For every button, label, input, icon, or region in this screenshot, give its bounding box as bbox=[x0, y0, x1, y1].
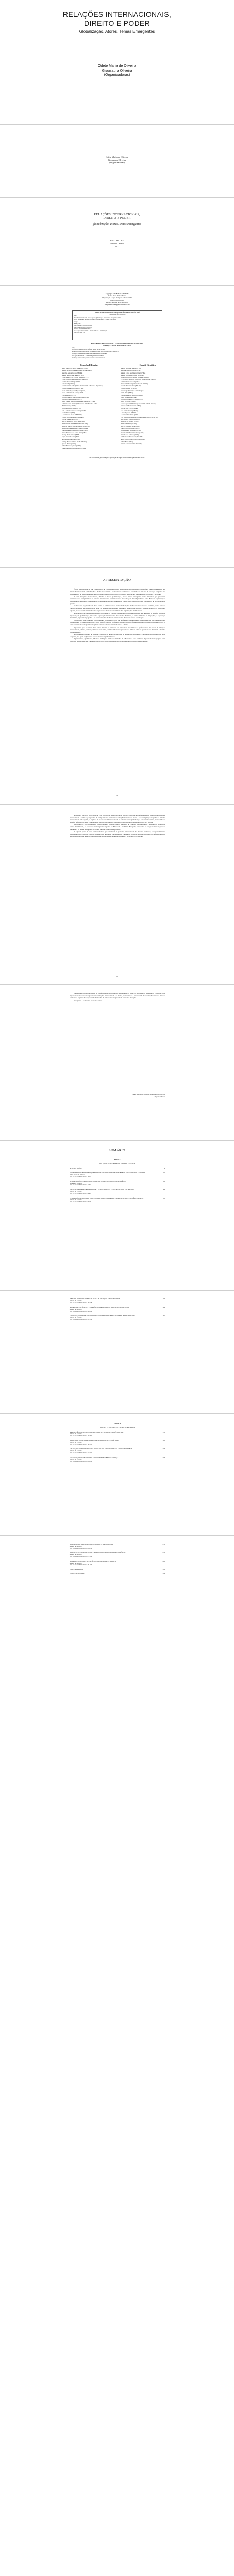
council-member: Renato Francisco dos Santos Paula (UFG) bbox=[62, 432, 87, 434]
toc-entry-row bbox=[70, 1298, 165, 1300]
council-member: Élsio José Corá (UFFS) bbox=[62, 394, 76, 396]
toc-entry[interactable] bbox=[70, 1448, 165, 1454]
council-member: Maria Jose Gomes (UFBA) bbox=[121, 423, 137, 425]
council-member: Carlos Federico Dominguez Avila (Unieuro) bbox=[62, 379, 88, 381]
paragraph: Na sequência, são apresentados estudos sobre a política externa brasileira no contexto sul-americano, a atuação do Brasil nos fóruns multilaterais, os processos de integração regional no Mercosul e na União Europeia, bem como as relações entre as grandes potências e os países emergentes na ordem internacional contemporânea. bbox=[70, 823, 165, 831]
council-member: Ivandro de Oliveira Garcia (UFRJ) bbox=[121, 405, 141, 408]
cover-title-line: DIREITO E PODER bbox=[84, 19, 150, 27]
toc-entry-doi[interactable]: DOI: 10.24824/978652510000.0.63-84 bbox=[70, 1193, 91, 1195]
toc-entry-row bbox=[70, 1561, 165, 1563]
credits-lines bbox=[72, 293, 162, 306]
credit-line: Diagramação: Designers da Editora CRV bbox=[104, 303, 130, 306]
toc-entry[interactable] bbox=[70, 1544, 165, 1549]
toc-entry-title: O BRASIL E OS FÓRUNS MULTILATERAIS: ATUAÇÃO E PERSPECTIVAS bbox=[70, 1298, 120, 1300]
cip-line: Maria de Oliveira, Grousaura Oliveira (organizadoras) – Curitiba : CRV, 2022. bbox=[74, 319, 116, 321]
toc-entry-doi[interactable]: DOI: 10.24824/978652510000.0.85-106 bbox=[70, 1201, 91, 1204]
council-member: Antônio Pereira Gaio Júnior (UFRRJ) bbox=[62, 374, 84, 376]
council-member: Fábio Periandro de A. Hirsch (UFBA) bbox=[121, 394, 143, 396]
council-member: Vinicius Gomes Casalino (PUC-SP) bbox=[121, 443, 142, 445]
toc-list bbox=[70, 1298, 165, 1324]
council-member: Carmen Tereza Velanga (UNIR) bbox=[62, 381, 80, 383]
credit-line: Arte de Capa: Pixabay bbox=[110, 299, 125, 301]
toc-entry[interactable] bbox=[70, 1307, 165, 1312]
council-member: Sydione Santos (UEPG) bbox=[62, 443, 76, 445]
toc-entry-authors: Autores do capítulo bbox=[70, 1553, 82, 1556]
toc-entry-title: NOVAS TECNOLOGIAS, RELAÇÕES INTERNACIONAIS E DIREITO bbox=[70, 1560, 116, 1562]
toc-entry-title: INTEGRAÇÃO REGIONAL E PODER: UM ESTUDO COMPARADO ENTRE MERCOSUL E UNIÃO EUROPEIA bbox=[70, 1197, 144, 1199]
toc-entry-authors: Autores do capítulo bbox=[70, 1190, 82, 1193]
council-member: Guillermo Arias Beatón (Universidade de La Havana – Cuba) bbox=[62, 403, 98, 405]
toc-entry-page: 41 bbox=[163, 1180, 165, 1182]
legal-line: Tel.: (41) 3039-6418 – E-mail: sac@editoracrv.com.br bbox=[72, 354, 104, 357]
credit-line: Revisão: Analista de Escrita e Artes bbox=[106, 301, 128, 303]
council-member: Ezilda Melo (UFBA) bbox=[121, 392, 133, 394]
toc-entry[interactable] bbox=[70, 1198, 165, 1204]
toc-entry-title: SOBRE OS AUTORES bbox=[70, 1572, 85, 1575]
toc-page-4 bbox=[0, 1536, 234, 1665]
organizers-label: (Organizadoras) bbox=[109, 161, 125, 164]
toc-entry[interactable] bbox=[70, 1432, 165, 1437]
toc-entry[interactable] bbox=[70, 1440, 165, 1446]
toc-entry-row bbox=[70, 1315, 165, 1317]
cip-line: Bibliografia bbox=[74, 323, 81, 325]
toc-entry-authors: Odete Maria de Oliveira bbox=[70, 1174, 85, 1176]
toc-entry-authors: Autores do capítulo bbox=[70, 1458, 82, 1461]
toc-page-3 bbox=[0, 1414, 234, 1535]
cip-line: DOI 10.24824/978652510000.0 bbox=[74, 328, 92, 330]
scientific-committee-title: Comitê Científico: bbox=[139, 364, 157, 366]
page-number: 9 bbox=[116, 794, 118, 796]
council-member: Eduardo Manuel Val (UFF) bbox=[121, 387, 137, 389]
toc-entry[interactable] bbox=[70, 1569, 165, 1571]
peer-review-note: Este livro passou por avaliação e aprovação às cegas de dois ou mais pareceristas ad hoc. bbox=[89, 456, 145, 459]
toc-part-label: PARTE II bbox=[114, 1422, 121, 1425]
council-member: Lucas Gualberto Faria (UFRJ) bbox=[121, 414, 139, 416]
toc-entry-title: O COMÉRCIO INTERNACIONAL E A ORGANIZAÇÃO MUNDIAL DO COMÉRCIO bbox=[70, 1551, 126, 1554]
council-member: Rodrigo Pratte-Santos (UFES) bbox=[62, 434, 80, 436]
legal-line: 2022 bbox=[72, 347, 75, 349]
council-member: Sergio Tibiriçá Amaral (Toledo Prudente) bbox=[121, 438, 145, 440]
title-page-subtitle: globalização, atores, temas emergentes bbox=[92, 223, 142, 226]
organizer-name: Grousaura Oliveira bbox=[108, 158, 126, 161]
council-member: Gislane Aparecida Monteiro (Universidade Federal do Pará) bbox=[121, 403, 156, 405]
council-member: Sandra Morais Brito Costa (PUC-RS) bbox=[121, 436, 143, 438]
toc-entry-row bbox=[70, 1307, 165, 1309]
credit-line: Editor-chefe: Railson Moura bbox=[108, 295, 126, 297]
title-page bbox=[0, 198, 234, 285]
toc-entry-doi[interactable]: DOI: 10.24824/978652510000.0.107-128 bbox=[70, 1302, 92, 1304]
council-member: Jailson Alves dos Santos (UFRJ) bbox=[62, 408, 81, 410]
toc-entry-row bbox=[70, 1573, 165, 1575]
toc-entry-authors: Autores do capítulo bbox=[70, 1441, 82, 1444]
toc-entry-doi[interactable]: DOI: 10.24824/978652510000.0.253-270 bbox=[70, 1547, 92, 1549]
toc-page-2 bbox=[0, 1291, 234, 1413]
council-member: Aldira Guimarães Duarte Domínguez (UNB) bbox=[62, 368, 88, 369]
paragraph: Agradecemos, igualmente, à Editora CRV pelo cuidadoso trabalho de editoração e pela confiança depositada neste projeto, bem como aos pareceristas que, com suas observações, contribuíram para o aprimoramento dos textos aqui reunidos. bbox=[70, 638, 165, 643]
council-member: Bernardo Gonçalves Alfredo Fernandes (UFMG) bbox=[121, 377, 149, 379]
toc-entry-title: A POLÍTICA EXTERNA BRASILEIRA E A AMÉRICA DO SUL: CONTINUIDADES E RUPTURAS bbox=[70, 1189, 135, 1191]
paragraph: A obra Relações Internacionais, Direito e Poder: globalização, atores, temas emergentes reúne trabalhos que procuram compreender a complexidade do cenário internacional contemporâneo, marcado pela interdependência entre Estados, organizações internacionais, empresas transnacionais, organizações não governamentais e indivíduos, bem como pela emergência de novas agendas globais. bbox=[70, 595, 165, 605]
cip-subtitle: CATALOGAÇÃO NA FONTE bbox=[109, 313, 126, 315]
toc-entry-row bbox=[70, 1440, 165, 1442]
council-member: Tadeu Oliver Gonçalves (UFPA) bbox=[62, 445, 81, 447]
council-member: Cristiane Vieira Jaccoud (UFRJ) bbox=[121, 381, 140, 383]
council-member: Gloria Fariñas León (Universidade de La Havana – Cuba) bbox=[62, 401, 95, 403]
toc-part-title: RELAÇÕES DE PODER ENTRE ATORES E CENÁRIOS bbox=[99, 1162, 135, 1165]
toc-entry-row bbox=[70, 1544, 165, 1546]
credit-line: Diagramação e Capa: Designers da Editora CRV bbox=[102, 297, 132, 299]
council-member: Simone Rodrigues Pinto (UNB) bbox=[62, 438, 80, 440]
toc-entry-page: 85 bbox=[163, 1197, 165, 1199]
toc-entry-authors: Autores do capítulo bbox=[70, 1545, 82, 1547]
publisher-block bbox=[0, 239, 234, 248]
cip-line: CDU 327 CDD 327 bbox=[74, 332, 85, 334]
toc-entry-page: 107 bbox=[162, 1298, 165, 1300]
toc-entry-row bbox=[70, 1552, 165, 1554]
toc-entry-row bbox=[70, 1432, 165, 1434]
paragraph: A segunda parte, denominada Direito, Globalização e Temas Emergentes, concentra trabalhos que discutem os desafios jurídicos impostos pela globalização, tais como a proteção internacional dos direitos humanos, o meio ambiente, as migrações, a segurança cibernética, a governança global e as transformações do direito internacional diante das novas tecnologias. bbox=[70, 612, 165, 619]
paragraph: A segunda parte da obra reúne trabalhos que examinam a proteção internacional dos direitos humanos, a responsabilidade internacional dos Estados, o direito internacional ambiental e as mudanças climáticas, as migrações internacionais e o refúgio, além de temas relacionados à segurança internacional, ao terrorismo, à cibersegurança e à governança da internet. bbox=[70, 831, 165, 838]
council-member: Ricardo Tadeu Estanislau Prado (UFBA) bbox=[121, 432, 144, 434]
toc-entry-page: 15 bbox=[163, 1172, 165, 1174]
cip-line: ISBN Físico 978-65-251-0000-0 bbox=[74, 326, 92, 328]
cover-organizers bbox=[0, 64, 234, 78]
council-member: Elione Maria Nogueira Diogenes (UFAL) bbox=[62, 389, 86, 392]
legal-line: Proibida a reprodução parcial ou total desta obra sem autorização da Editora CRV bbox=[72, 351, 120, 353]
toc-entry-page: 213 bbox=[162, 1448, 165, 1450]
council-member: Erica Gorga (Fundação Getúlio Vargas) bbox=[121, 389, 144, 392]
toc-entry[interactable] bbox=[70, 1315, 165, 1321]
council-member: Adriana Rodrigues Suarez (UFSM) bbox=[121, 368, 141, 369]
council-member: Francisco Carlos Duarte (PUC-PR) bbox=[62, 399, 82, 401]
council-member: Cicero Krupp da Luz (Faculdade de Direito Milton Campos) bbox=[121, 379, 156, 381]
toc-entry-authors: Autores do capítulo bbox=[70, 1433, 82, 1435]
toc-entry-title: GLOBALIZAÇÃO E SOBERANIA: OS DESAFIOS DO ESTADO CONTEMPORÂNEO bbox=[70, 1180, 126, 1182]
toc-part-label: PARTE I bbox=[114, 1159, 121, 1161]
toc-entry[interactable] bbox=[70, 1172, 165, 1178]
toc-entry-doi[interactable]: DOI: 10.24824/978652510000.0.41-62 bbox=[70, 1184, 91, 1187]
council-member: Antonio Carlos de Almeida Diniz (UFMG) bbox=[121, 372, 146, 374]
toc-entry[interactable] bbox=[70, 1181, 165, 1187]
cover-subtitle: Globalização, Atores, Temas Emergentes bbox=[79, 29, 155, 34]
cover-page bbox=[0, 0, 234, 124]
council-member: Jairo da Silva Vieira (PUCRS) bbox=[121, 408, 139, 410]
council-member: Marcelo Pereira de Mello (UFF) bbox=[121, 425, 140, 427]
scientific-committee bbox=[121, 364, 175, 450]
council-member: Gisele Ricobom (UNILA) bbox=[121, 401, 136, 403]
toc-entry-page: 173 bbox=[162, 1431, 165, 1433]
council-member: Leticia Fagundes (UFRRJ) bbox=[121, 412, 137, 414]
paragraph: O livro está organizado em duas partes. A primeira delas, intitulada Relações de Poder entre Atores e Cenários, reúne estudos voltados à análise das dinâmicas de poder no sistema internacional, abordando temas como a política externa brasileira, a integração regional, a cooperação internacional e os processos decisórios no âmbito das organizações multilaterais. bbox=[70, 605, 165, 612]
paragraph: Os capítulos que compõem esta coletânea foram elaborados por professores, pesquisadores e estudantes de pós-graduação que compartilham o compromisso com o rigor científico e com a reflexão crítica acerca dos fenômenos internacionais, contribuindo para o fortalecimento do diálogo interdisciplinar entre as relações internacionais e o direito. bbox=[70, 619, 165, 626]
council-member: Cesar Gerónimo Tello (Univer. Nacional Três de Febrero – Argentina) bbox=[62, 385, 103, 387]
council-member: Anselmo Alencar Colares (UFOPA) bbox=[62, 372, 83, 374]
toc-entry[interactable] bbox=[70, 1552, 165, 1557]
toc-entry-doi[interactable]: DOI: 10.24824/978652510000.0.233-252 bbox=[70, 1461, 92, 1463]
cip-line: 314 p. bbox=[74, 320, 78, 323]
toc-title: SUMÁRIO bbox=[108, 1149, 126, 1153]
toc-entry-title: A COMPLEXIDADE NAS RELAÇÕES INTERNACIONAIS: UM OLHAR SOBRE OS NOVOS ATORES E O PODER bbox=[70, 1172, 146, 1174]
signature bbox=[70, 1093, 165, 1098]
council-member: Sérgio Nunes de Jesus (IFRO) bbox=[62, 436, 79, 438]
toc-entry[interactable] bbox=[70, 1561, 165, 1566]
toc-page-1 bbox=[0, 1141, 234, 1290]
toc-entry-title: SEGURANÇA INTERNACIONAL, TERRORISMO E CIBERSEGURANÇA bbox=[70, 1456, 119, 1459]
publication-year: 2022 bbox=[115, 245, 119, 248]
council-member: Solange Helena Ximenes-Rocha (UFOPA) bbox=[62, 440, 87, 443]
toc-list bbox=[70, 1421, 165, 1465]
toc-entry-doi[interactable]: DOI: 10.24824/978652510000.0.151-170 bbox=[70, 1319, 92, 1321]
title-line: RELAÇÕES INTERNACIONAIS, bbox=[94, 213, 140, 216]
paragraph: É com muita satisfação que a Associação de Pesquisa e Estudos em Relações Internacionais (Nerints) e o Grupo de Pesquisa em Direito Internacional, Globalização e Poder apresentam à comunidade acadêmica o resultado de um ano de esforços conjuntos de pesquisadores de diversas instituições do país e do exterior, em torno da temática das relações internacionais, do direito e do poder. bbox=[70, 588, 165, 596]
title-page-title bbox=[0, 213, 234, 221]
toc-entry-page: 151 bbox=[162, 1314, 165, 1317]
council-member: Fernando Antônio de C. Dantas (UFG) bbox=[121, 399, 143, 401]
presentation-body-end bbox=[70, 992, 165, 1002]
council-member: Josania Portela (UFPI) bbox=[62, 412, 75, 414]
page-number: 10 bbox=[116, 976, 118, 978]
council-member: Maria de Lourdes Pinto de Almeida (UNOESC) bbox=[62, 425, 90, 427]
council-member: Helmuth Krüger (UCP) bbox=[62, 405, 76, 408]
council-member: Carlos Alberto Vilar Estêvão (UMINHO – PT) bbox=[62, 377, 89, 379]
toc-entry-authors: Autores do capítulo bbox=[70, 1199, 82, 1201]
cover-title bbox=[0, 10, 234, 28]
toc-entry-row bbox=[70, 1198, 165, 1200]
toc-entry-authors: Autores do capítulo bbox=[70, 1299, 82, 1302]
toc-entry-title: APRESENTAÇÃO bbox=[70, 1167, 82, 1170]
council-member: Tatiana Bayer (IBEJ) bbox=[121, 440, 133, 443]
toc-entry-page: 291 bbox=[162, 1560, 165, 1562]
legal-line: ESTA OBRA TAMBÉM ENCONTRA-SE DISPONÍVEL EM FORMATO DIGITAL. bbox=[91, 343, 144, 345]
half-title-organizers bbox=[0, 156, 234, 164]
councils bbox=[62, 364, 175, 450]
toc-entry[interactable] bbox=[70, 1298, 165, 1304]
toc-entry-row bbox=[70, 1448, 165, 1450]
toc-entry-authors: Grousaura Oliveira bbox=[70, 1182, 82, 1184]
toc-entry-title: GOVERNANÇA DA INTERNET E O DIREITO INTERNACIONAL bbox=[70, 1543, 113, 1545]
council-member: Fernando Antônio Gonçalves Alcoforado (IPB) bbox=[62, 396, 89, 398]
toc-list bbox=[70, 1157, 165, 1206]
toc-entry-title: DIREITO INTERNACIONAL AMBIENTAL E MUDANÇAS CLIMÁTICAS bbox=[70, 1439, 119, 1442]
council-member: Tania Suely Azevedo Brasileiro (UFOPA) bbox=[62, 447, 86, 449]
organizer-name: Odete Maria de Oliveira bbox=[98, 64, 136, 68]
toc-entry-title: ÍNDICE REMISSIVO bbox=[70, 1568, 84, 1571]
council-member: Lídia de Oliveira Xavier (UNIEURO) bbox=[62, 416, 84, 418]
publisher-city: Curitiba – Brasil bbox=[110, 242, 124, 245]
toc-entry-doi[interactable]: DOI: 10.24824/978652510000.0.173-192 bbox=[70, 1435, 92, 1437]
paragraph: Esperamos que a leitura desta obra desperte o interesse de estudantes, acadêmicos e profissionais das áreas de relações internacionais, direito, ciência política e áreas afins, estimulando novas pesquisas e debates sobre as questões que desafiam o mundo contemporâneo. bbox=[70, 626, 165, 633]
council-member: Antonio Jorge Pereira Júnior (UNIFOR) bbox=[121, 374, 144, 376]
toc-entry-doi[interactable]: DOI: 10.24824/978652510000.0.291-310 bbox=[70, 1564, 92, 1566]
toc-entry-row bbox=[70, 1457, 165, 1459]
organizer-name: Grousaura Oliveira bbox=[102, 69, 132, 73]
toc-entry-page: 253 bbox=[162, 1543, 165, 1545]
toc-entry-doi[interactable]: DOI: 10.24824/978652510000.0.15-40 bbox=[70, 1176, 91, 1178]
cip-box bbox=[72, 310, 162, 340]
editorial-council-title: Conselho Editorial: bbox=[80, 364, 98, 366]
toc-entry-row bbox=[70, 1181, 165, 1183]
toc-entry-authors: Autores do capítulo bbox=[70, 1316, 82, 1319]
toc-entry-doi[interactable]: DOI: 10.24824/978652510000.0.213-232 bbox=[70, 1452, 92, 1454]
presentation-body-continued bbox=[70, 814, 165, 838]
toc-entry-authors: Autores do capítulo bbox=[70, 1562, 82, 1564]
council-member: Alexandre Morais da Rosa (UFSC) bbox=[121, 370, 141, 372]
council-member: Maria Cecilia Oliveira (UFRJ) bbox=[121, 421, 139, 423]
cip-line: ISBN Digital 978-65-251-0000-0 bbox=[74, 325, 92, 327]
council-member: Felipe Dutra Asensi (UERJ) bbox=[121, 396, 137, 398]
toc-entry-title: AS GRANDES POTÊNCIAS E OS PAÍSES EMERGENTES NA ORDEM INTERNACIONAL bbox=[70, 1306, 129, 1309]
council-member: Eduardo Fernandes Barbosa (UFMG) bbox=[62, 387, 84, 389]
council-member: Elizeu Clementino de Souza (UNEB) bbox=[62, 392, 83, 394]
presentation-page-1 bbox=[0, 568, 234, 804]
council-member: Ronaldo José de Jesus (UNEB) bbox=[121, 434, 139, 436]
council-member: Daniel Amin Ferraz (Universidade de Valencia) bbox=[121, 383, 148, 385]
toc-entry-title: A PROTEÇÃO INTERNACIONAL DOS DIREITOS HUMANOS NO SÉCULO XXI bbox=[70, 1431, 124, 1433]
council-member: Marcos Jorge Catalan (Unisinos) bbox=[121, 418, 140, 420]
cip-line: R382 bbox=[74, 315, 77, 317]
paragraph: A coletânea é resultado do trabalho coletivo e da dedicação de todos os autores que aceitaram o convite para contribuir com suas pesquisas, aos quais registramos nossos sinceros agradecimentos. bbox=[70, 633, 165, 638]
toc-entry-page: 233 bbox=[162, 1456, 165, 1459]
toc-entry-authors: Autores do capítulo bbox=[70, 1450, 82, 1452]
council-member: Andréia da Silva Quintanilha Sousa (UNIR/UFRN) bbox=[62, 370, 92, 372]
toc-entry[interactable] bbox=[70, 1457, 165, 1463]
toc-entry-doi[interactable]: DOI: 10.24824/978652510000.0.271-290 bbox=[70, 1555, 92, 1557]
toc-entry[interactable] bbox=[70, 1573, 165, 1575]
toc-entry-page: 63 bbox=[163, 1189, 165, 1191]
toc-entry-authors: Autores do capítulo bbox=[70, 1308, 82, 1311]
legal-line: Todos os direitos desta edição reservados pela: Editora CRV bbox=[72, 352, 107, 354]
toc-entry-page: 9 bbox=[164, 1167, 165, 1170]
toc-list bbox=[70, 1544, 165, 1578]
presentation-page-3 bbox=[0, 985, 234, 1140]
cip-line: 1. Relações internacionais 2. Direito 3. Poder 4. Globalização bbox=[74, 330, 107, 332]
credits-page bbox=[0, 286, 234, 567]
presentation-title: APRESENTAÇÃO bbox=[103, 578, 131, 582]
signature-role: Organizadoras bbox=[154, 1095, 165, 1098]
toc-entry-row bbox=[70, 1569, 165, 1571]
organizer-name: Odete Maria de Oliveira bbox=[106, 156, 128, 158]
cip-line: Relações internacionais, direito e poder: globalização, atores, temas emergentes / Odete bbox=[74, 317, 121, 319]
cover-title-line: RELAÇÕES INTERNACIONAIS, bbox=[62, 10, 172, 19]
paragraph: A primeira parte do livro inicia-se com o texto de Odete Maria de Oliveira, que discute os fundamentos teóricos das relações internacionais a partir da perspectiva da complexidade, analisando a emergência de novos atores e a reconfiguração do poder no sistema internacional. Em seguida, o capítulo de Grousaura Oliveira aborda as relações entre globalização e soberania estatal, destacando os desafios enfrentados pelos Estados diante da crescente transnacionalização das relações econômicas, políticas e sociais. bbox=[70, 814, 165, 823]
toc-entry-page: 193 bbox=[162, 1439, 165, 1442]
half-title-page bbox=[0, 125, 234, 197]
toc-entry[interactable] bbox=[70, 1189, 165, 1195]
signature-names: Odete Maria de Oliveira e Grousaura Oliveira bbox=[132, 1093, 165, 1095]
paragraph: Desejamos a todos uma excelente leitura. bbox=[74, 999, 103, 1002]
title-line: DIREITO E PODER bbox=[103, 217, 131, 220]
council-member: Marcelo Paixão (UFRJ e UTexas – US) bbox=[62, 421, 85, 423]
paragraph: Também são objeto de análise as transformações do comércio internacional, o papel da Organização Mundial do Comércio e os impactos das novas tecnologias sobre as relações internacionais e o direito, evidenciando a necessidade de construção de novos marcos normativos capazes de responder às demandas de uma sociedade global em constante mutação. bbox=[70, 992, 165, 999]
council-member: Leonel Severo Rocha (UNISINOS) bbox=[62, 414, 82, 416]
council-member: Eduardo Biacchi Gomes (PUC-PR) bbox=[121, 385, 141, 387]
legal-line: Foi feito o depósito legal conf. Lei 10.994 de 14/12/2004 bbox=[72, 349, 105, 351]
council-member: João Adalberto Campato Junior (UNESP) bbox=[62, 410, 86, 412]
toc-entry-page: 129 bbox=[162, 1306, 165, 1309]
presentation-body bbox=[70, 588, 165, 643]
council-member: Paulo Romualdo Hernandes (UNIFAL-MG) bbox=[62, 430, 88, 432]
toc-entry-row bbox=[70, 1168, 165, 1170]
cip-title: DADOS INTERNACIONAIS DE CATALOGAÇÃO NA PUBLICAÇÃO (CIP) bbox=[94, 312, 140, 313]
council-member: Luiz Gonzaga Silva Adolfo (Universidade de Santa Cruz do Sul) bbox=[121, 416, 158, 418]
council-member: Maria Lília Imbiriba Sousa Colares (UFOPA) bbox=[62, 428, 89, 430]
council-member: Paulo de Tarso Brandão (UFSC) bbox=[121, 428, 140, 430]
publisher-name: EDITORA CRV bbox=[110, 239, 124, 242]
toc-part-title: DIREITO, GLOBALIZAÇÃO E TEMAS EMERGENTES bbox=[99, 1426, 135, 1429]
editorial-council bbox=[62, 364, 116, 450]
council-member: Lourdes Helena da Silva (UFV) bbox=[62, 418, 80, 420]
council-member: José Antonio Souza (UFMG) bbox=[121, 410, 138, 412]
toc-entry-doi[interactable]: DOI: 10.24824/978652510000.0.129-150 bbox=[70, 1310, 92, 1312]
toc-entry-title: COOPERAÇÃO INTERNACIONAL PARA O DESENVOLVIMENTO: ATORES E INSTRUMENTOS bbox=[70, 1314, 135, 1317]
credit-line: Copyright © da Editora CRV Ltda. bbox=[105, 293, 129, 295]
council-member: Celso Conti (UFSCar) bbox=[62, 383, 75, 385]
toc-entry-page: 313 bbox=[162, 1572, 165, 1575]
toc-entry-page: 311 bbox=[162, 1568, 165, 1571]
legal-line: CONHEÇA E BAIXE NOSSO APLICATIVO! bbox=[103, 345, 132, 347]
toc-entry-page: 271 bbox=[162, 1551, 165, 1554]
organizers-label: (Organizadoras) bbox=[104, 73, 130, 77]
toc-entry[interactable] bbox=[70, 1168, 165, 1170]
legal-notice bbox=[72, 343, 162, 359]
toc-entry-doi[interactable]: DOI: 10.24824/978652510000.0.193-212 bbox=[70, 1444, 92, 1446]
legal-line: Conheça os nossos lançamentos: www.editoracrv.com.br bbox=[72, 357, 105, 359]
council-member: Ramon Alberto dos Santos (UFRB) bbox=[121, 430, 141, 432]
toc-entry-title: MIGRAÇÕES INTERNACIONAIS E REFÚGIO: DESAFIOS JURÍDICOS CONTEMPORÂNEOS bbox=[70, 1448, 132, 1450]
presentation-page-2 bbox=[0, 805, 234, 984]
council-member: Maria Cristina dos Santos Bezerra (UFSCar) bbox=[62, 423, 88, 425]
toc-entry-row bbox=[70, 1189, 165, 1191]
